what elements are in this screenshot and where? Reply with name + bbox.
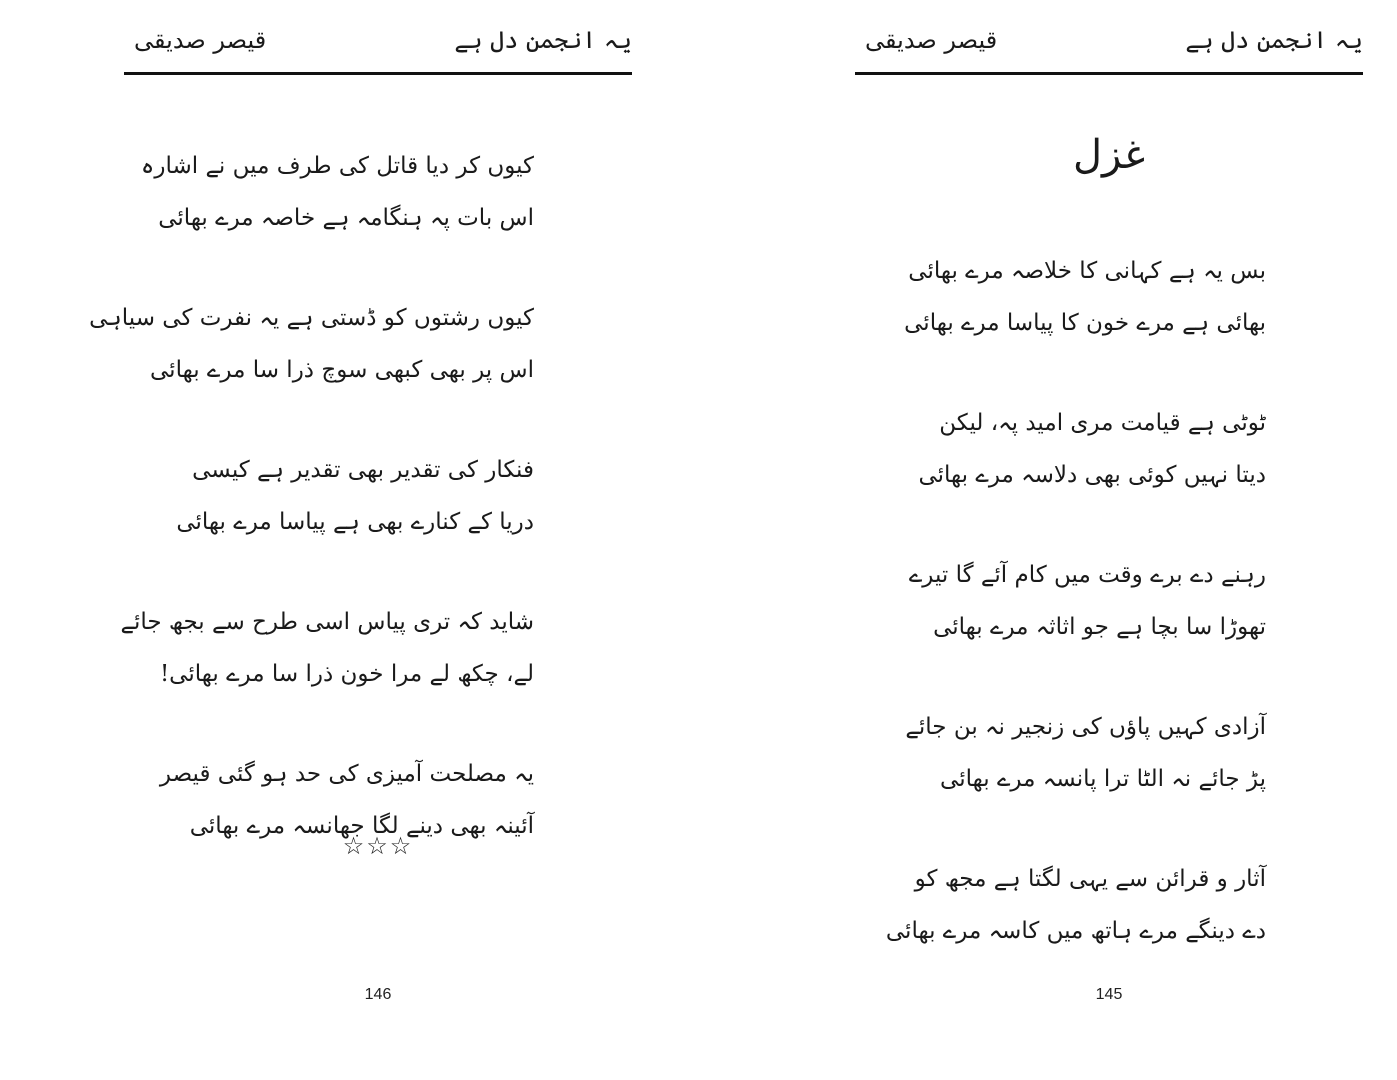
verse-line: شاید کہ تری پیاس اسی طرح سے بجھ جائے <box>120 609 534 635</box>
page-number: 145 <box>1095 986 1123 1003</box>
verse-line: یہ مصلحت آمیزی کی حد ہو گئی قیصر <box>159 761 534 787</box>
page-header <box>124 14 632 75</box>
verse-line: اس پر بھی کبھی سوچ ذرا سا مرے بھائی <box>150 357 534 383</box>
author-name: قیصر صدیقی <box>134 26 267 54</box>
verse-line: دے دینگے مرے ہاتھ میں کاسہ مرے بھائی <box>885 918 1266 944</box>
end-mark-stars: ☆☆☆ <box>342 832 414 860</box>
page-number: 146 <box>364 986 392 1003</box>
couplet <box>855 853 1363 1005</box>
couplet <box>855 701 1363 853</box>
verse-line: فنکار کی تقدیر بھی تقدیر ہے کیسی <box>192 457 534 483</box>
verse-line: ٹوٹی ہے قیامت مری امید پہ، لیکن <box>939 410 1266 436</box>
verse-line: آثار و قرائن سے یہی لگتا ہے مجھ کو <box>914 866 1266 892</box>
verse-line: بس یہ ہے کہانی کا خلاصہ مرے بھائی <box>908 258 1266 284</box>
verse-line: رہنے دے برے وقت میں کام آئے گا تیرے <box>908 562 1266 588</box>
verse-line: آئینہ بھی دینے لگا جھانسہ مرے بھائی <box>189 813 534 839</box>
couplet <box>120 596 632 748</box>
couplet <box>855 549 1363 701</box>
verse-line: آزادی کہیں پاؤں کی زنجیر نہ بن جائے <box>905 714 1266 740</box>
verse-line: تھوڑا سا بچا ہے جو اثاثہ مرے بھائی <box>933 614 1266 640</box>
verse-line: پڑ جائے نہ الٹا ترا پانسہ مرے بھائی <box>940 766 1266 792</box>
book-title: یہ انجمن دل ہے <box>1185 26 1363 54</box>
couplet <box>124 748 632 900</box>
couplet <box>124 444 632 596</box>
page-header <box>855 14 1363 75</box>
verse-line: اس بات پہ ہنگامہ ہے خاصہ مرے بھائی <box>158 205 534 231</box>
verse-line: لے، چکھ لے مرا خون ذرا سا مرے بھائی! <box>159 661 534 687</box>
verse-line: کیوں کر دیا قاتل کی طرف میں نے اشارہ <box>140 153 534 179</box>
verse-line: دریا کے کنارے بھی ہے پیاسا مرے بھائی <box>176 509 534 535</box>
verse-line: بھائی ہے مرے خون کا پیاسا مرے بھائی <box>904 310 1266 336</box>
right-page <box>855 0 1363 1080</box>
couplet-list <box>89 140 632 900</box>
verse-line: کیوں رشتوں کو ڈستی ہے یہ نفرت کی سیاہی <box>89 305 534 331</box>
book-title: یہ انجمن دل ہے <box>454 26 632 54</box>
couplet <box>124 140 632 292</box>
left-page <box>89 0 632 1080</box>
poem-title: غزل <box>1072 132 1146 178</box>
couplet <box>855 245 1363 397</box>
verse-line: دیتا نہیں کوئی بھی دلاسہ مرے بھائی <box>918 462 1266 488</box>
couplet <box>855 397 1363 549</box>
couplet-list <box>855 245 1363 1005</box>
couplet <box>89 292 632 444</box>
author-name: قیصر صدیقی <box>865 26 998 54</box>
